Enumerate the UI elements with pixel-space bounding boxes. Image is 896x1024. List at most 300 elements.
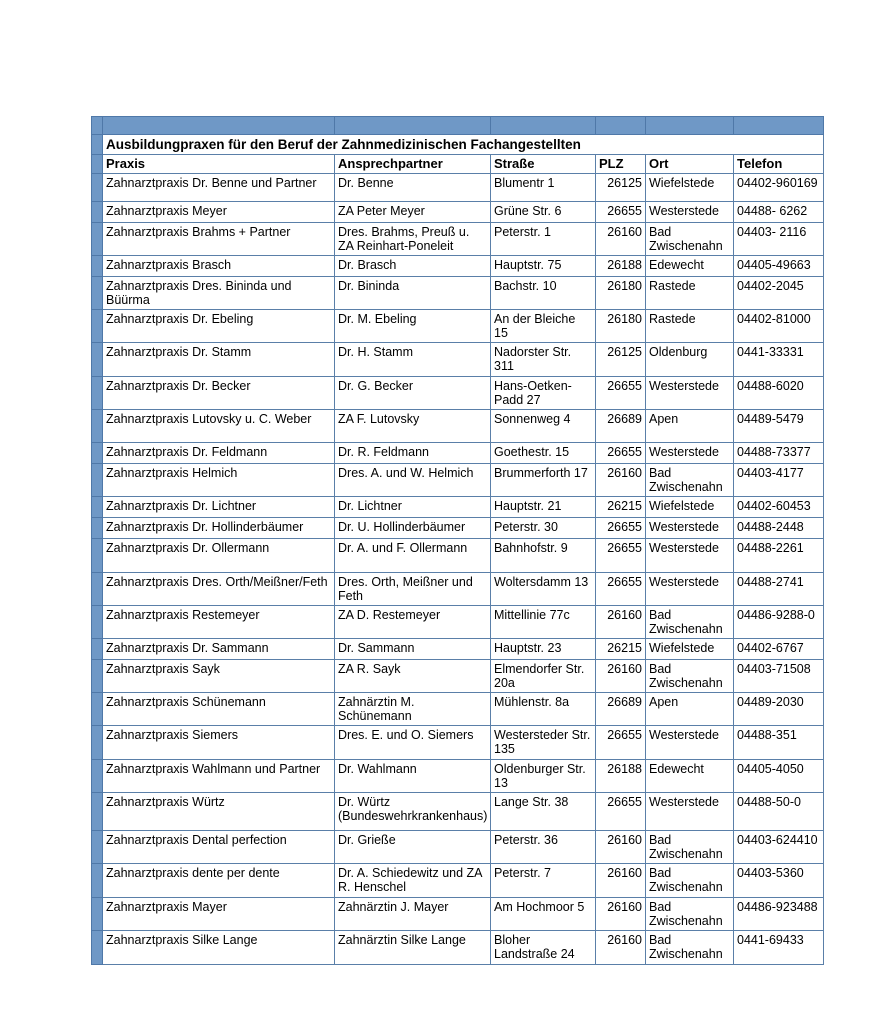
cell-text: Dr. Wahlmann bbox=[338, 762, 417, 776]
cell-ansprechpartner bbox=[335, 573, 491, 606]
header-cell bbox=[92, 117, 103, 135]
cell-text: ZA R. Sayk bbox=[338, 662, 401, 676]
cell-text: Zahnarztpraxis Mayer bbox=[106, 900, 227, 914]
cell-ansprechpartner bbox=[335, 443, 491, 464]
cell-ort bbox=[646, 606, 734, 639]
cell-plz bbox=[596, 639, 646, 660]
cell-text: Peterstr. 7 bbox=[494, 866, 551, 880]
cell-text: Bachstr. 10 bbox=[494, 279, 557, 293]
cell-strasse bbox=[491, 410, 596, 443]
cell-text: 26689 bbox=[607, 412, 642, 426]
cell-praxis bbox=[103, 660, 335, 693]
cell-text: 04402-960169 bbox=[737, 176, 818, 190]
cell-ort bbox=[646, 726, 734, 760]
cell-telefon bbox=[734, 864, 824, 898]
cell-text: Apen bbox=[649, 412, 679, 426]
cell-praxis bbox=[103, 864, 335, 898]
cell-ansprechpartner bbox=[335, 256, 491, 277]
cell-text: Rastede bbox=[649, 279, 696, 293]
cell-text: Bad Zwischenahn bbox=[649, 833, 723, 861]
cell-praxis bbox=[103, 410, 335, 443]
cell-ansprechpartner bbox=[335, 202, 491, 223]
cell-text: Dres. Orth, Meißner und Feth bbox=[338, 575, 473, 603]
row-gutter bbox=[92, 277, 103, 310]
cell-praxis bbox=[103, 310, 335, 343]
cell-telefon bbox=[734, 726, 824, 760]
spreadsheet bbox=[91, 116, 823, 965]
cell-plz bbox=[596, 202, 646, 223]
table-row bbox=[92, 606, 824, 639]
cell-text: Zahnarztpraxis Dr. Ebeling bbox=[106, 312, 254, 326]
column-label-ort: Ort bbox=[646, 155, 734, 174]
cell-ort bbox=[646, 443, 734, 464]
cell-ansprechpartner bbox=[335, 223, 491, 256]
cell-text: Wiefelstede bbox=[649, 176, 715, 190]
cell-text: Zahnarztpraxis Würtz bbox=[106, 795, 225, 809]
table-row bbox=[92, 256, 824, 277]
cell-text: Brummerforth 17 bbox=[494, 466, 588, 480]
cell-telefon bbox=[734, 573, 824, 606]
cell-text: Zahnarztpraxis Wahlmann und Partner bbox=[106, 762, 321, 776]
row-gutter bbox=[92, 831, 103, 864]
column-label-telefon: Telefon bbox=[734, 155, 824, 174]
cell-text: 04489-2030 bbox=[737, 695, 804, 709]
cell-ort bbox=[646, 573, 734, 606]
cell-strasse bbox=[491, 277, 596, 310]
cell-text: Dr. M. Ebeling bbox=[338, 312, 417, 326]
cell-ort bbox=[646, 793, 734, 831]
table-row bbox=[92, 174, 824, 202]
cell-text: Grüne Str. 6 bbox=[494, 204, 562, 218]
table-row bbox=[92, 343, 824, 377]
cell-text: Westerstede bbox=[649, 379, 719, 393]
cell-strasse bbox=[491, 174, 596, 202]
cell-text: 26655 bbox=[607, 204, 642, 218]
cell-telefon bbox=[734, 606, 824, 639]
cell-text: 26215 bbox=[607, 641, 642, 655]
cell-text: Westersteder Str. 135 bbox=[494, 728, 591, 756]
cell-text: 04486-9288-0 bbox=[737, 608, 815, 622]
cell-text: ZA F. Lutovsky bbox=[338, 412, 420, 426]
cell-praxis bbox=[103, 223, 335, 256]
cell-text: 04488-351 bbox=[737, 728, 797, 742]
cell-text: Bad Zwischenahn bbox=[649, 933, 723, 961]
cell-text: 26655 bbox=[607, 379, 642, 393]
cell-text: 04402-60453 bbox=[737, 499, 811, 513]
cell-ort bbox=[646, 639, 734, 660]
cell-text: 04402-2045 bbox=[737, 279, 804, 293]
cell-text: 04403-5360 bbox=[737, 866, 804, 880]
cell-plz bbox=[596, 518, 646, 539]
cell-ort bbox=[646, 202, 734, 223]
cell-plz bbox=[596, 256, 646, 277]
cell-ansprechpartner bbox=[335, 898, 491, 931]
cell-ort bbox=[646, 377, 734, 410]
title-row bbox=[92, 135, 824, 155]
cell-ansprechpartner bbox=[335, 310, 491, 343]
cell-telefon bbox=[734, 793, 824, 831]
cell-ort bbox=[646, 174, 734, 202]
cell-praxis bbox=[103, 277, 335, 310]
cell-text: 26655 bbox=[607, 575, 642, 589]
cell-text: Zahnarztpraxis Siemers bbox=[106, 728, 238, 742]
column-labels-row bbox=[92, 155, 824, 174]
cell-telefon bbox=[734, 256, 824, 277]
cell-strasse bbox=[491, 660, 596, 693]
cell-text: Dr. Lichtner bbox=[338, 499, 402, 513]
cell-text: 04488-2741 bbox=[737, 575, 804, 589]
cell-strasse bbox=[491, 793, 596, 831]
cell-telefon bbox=[734, 539, 824, 573]
header-cell bbox=[596, 117, 646, 135]
cell-ort bbox=[646, 410, 734, 443]
cell-text: Zahnarztpraxis Helmich bbox=[106, 466, 238, 480]
cell-strasse bbox=[491, 573, 596, 606]
cell-telefon bbox=[734, 223, 824, 256]
cell-text: Zahnarztpraxis Dental perfection bbox=[106, 833, 287, 847]
cell-plz bbox=[596, 660, 646, 693]
row-gutter bbox=[92, 660, 103, 693]
cell-praxis bbox=[103, 518, 335, 539]
cell-text: Westerstede bbox=[649, 575, 719, 589]
cell-text: Zahnarztpraxis Dr. Feldmann bbox=[106, 445, 268, 459]
row-gutter bbox=[92, 256, 103, 277]
column-label-praxis: Praxis bbox=[103, 155, 335, 174]
table-row bbox=[92, 898, 824, 931]
cell-text: Bad Zwischenahn bbox=[649, 225, 723, 253]
cell-text: 04403- 2116 bbox=[737, 225, 807, 239]
cell-text: Hauptstr. 75 bbox=[494, 258, 562, 272]
cell-text: Dr. Brasch bbox=[338, 258, 397, 272]
cell-text: Dr. Grieße bbox=[338, 833, 396, 847]
cell-telefon bbox=[734, 898, 824, 931]
cell-ort bbox=[646, 931, 734, 965]
cell-text: 26160 bbox=[607, 833, 642, 847]
cell-plz bbox=[596, 831, 646, 864]
row-gutter bbox=[92, 497, 103, 518]
cell-text: 26655 bbox=[607, 728, 642, 742]
cell-ansprechpartner bbox=[335, 539, 491, 573]
cell-ansprechpartner bbox=[335, 277, 491, 310]
table-row bbox=[92, 497, 824, 518]
cell-text: 26160 bbox=[607, 466, 642, 480]
cell-strasse bbox=[491, 343, 596, 377]
cell-plz bbox=[596, 693, 646, 726]
cell-text: Zahnarztpraxis Silke Lange bbox=[106, 933, 258, 947]
cell-praxis bbox=[103, 831, 335, 864]
cell-text: 04488-73377 bbox=[737, 445, 811, 459]
cell-text: 26655 bbox=[607, 445, 642, 459]
table-row bbox=[92, 464, 824, 497]
cell-ort bbox=[646, 760, 734, 793]
row-gutter bbox=[92, 606, 103, 639]
cell-text: 26689 bbox=[607, 695, 642, 709]
cell-telefon bbox=[734, 174, 824, 202]
cell-telefon bbox=[734, 518, 824, 539]
cell-text: Zahnarztpraxis Sayk bbox=[106, 662, 220, 676]
cell-ort bbox=[646, 693, 734, 726]
table-row bbox=[92, 539, 824, 573]
cell-strasse bbox=[491, 726, 596, 760]
cell-plz bbox=[596, 443, 646, 464]
cell-text: 04488-2261 bbox=[737, 541, 804, 555]
cell-plz bbox=[596, 464, 646, 497]
cell-strasse bbox=[491, 831, 596, 864]
row-gutter bbox=[92, 135, 103, 155]
row-gutter bbox=[92, 793, 103, 831]
cell-text: Peterstr. 1 bbox=[494, 225, 551, 239]
cell-text: Zahnarztpraxis Brahms + Partner bbox=[106, 225, 291, 239]
cell-text: Dr. Bininda bbox=[338, 279, 400, 293]
cell-praxis bbox=[103, 639, 335, 660]
table-row bbox=[92, 202, 824, 223]
cell-text: Dr. Sammann bbox=[338, 641, 415, 655]
cell-text: Am Hochmoor 5 bbox=[494, 900, 585, 914]
cell-text: Wiefelstede bbox=[649, 641, 715, 655]
row-gutter bbox=[92, 693, 103, 726]
cell-text: Bahnhofstr. 9 bbox=[494, 541, 568, 555]
cell-text: 26160 bbox=[607, 933, 642, 947]
cell-text: Westerstede bbox=[649, 541, 719, 555]
cell-plz bbox=[596, 726, 646, 760]
cell-text: Peterstr. 36 bbox=[494, 833, 558, 847]
practice-table bbox=[91, 116, 824, 965]
table-row bbox=[92, 831, 824, 864]
cell-text: 26160 bbox=[607, 866, 642, 880]
cell-text: Bad Zwischenahn bbox=[649, 466, 723, 494]
cell-strasse bbox=[491, 443, 596, 464]
cell-telefon bbox=[734, 931, 824, 965]
cell-text: 26160 bbox=[607, 900, 642, 914]
cell-text: Apen bbox=[649, 695, 679, 709]
cell-text: Blumentr 1 bbox=[494, 176, 555, 190]
cell-text: Zahnarztpraxis Dres. Orth/Meißner/Feth bbox=[106, 575, 328, 589]
cell-text: Dr. Benne bbox=[338, 176, 394, 190]
cell-ansprechpartner bbox=[335, 174, 491, 202]
cell-text: Dr. Würtz (Bundeswehrkrankenhaus) bbox=[338, 795, 487, 823]
cell-text: Zahnarztpraxis Schünemann bbox=[106, 695, 266, 709]
cell-praxis bbox=[103, 726, 335, 760]
cell-plz bbox=[596, 310, 646, 343]
cell-praxis bbox=[103, 693, 335, 726]
cell-telefon bbox=[734, 443, 824, 464]
cell-plz bbox=[596, 277, 646, 310]
cell-ansprechpartner bbox=[335, 464, 491, 497]
cell-praxis bbox=[103, 606, 335, 639]
cell-ort bbox=[646, 539, 734, 573]
cell-strasse bbox=[491, 760, 596, 793]
cell-plz bbox=[596, 760, 646, 793]
cell-strasse bbox=[491, 464, 596, 497]
table-row bbox=[92, 573, 824, 606]
cell-telefon bbox=[734, 464, 824, 497]
cell-text: Dr. R. Feldmann bbox=[338, 445, 430, 459]
cell-text: 04488-50-0 bbox=[737, 795, 801, 809]
cell-text: Bad Zwischenahn bbox=[649, 662, 723, 690]
cell-text: Oldenburger Str. 13 bbox=[494, 762, 586, 790]
cell-praxis bbox=[103, 343, 335, 377]
cell-telefon bbox=[734, 760, 824, 793]
cell-text: Dr. H. Stamm bbox=[338, 345, 414, 359]
header-cell bbox=[491, 117, 596, 135]
cell-text: Zahnarztpraxis Dr. Ollermann bbox=[106, 541, 270, 555]
cell-strasse bbox=[491, 497, 596, 518]
cell-ansprechpartner bbox=[335, 410, 491, 443]
cell-text: 04403-4177 bbox=[737, 466, 804, 480]
table-row bbox=[92, 931, 824, 965]
cell-text: Edewecht bbox=[649, 258, 704, 272]
cell-text: Westerstede bbox=[649, 445, 719, 459]
cell-text: 04402-81000 bbox=[737, 312, 811, 326]
cell-plz bbox=[596, 174, 646, 202]
cell-text: 04489-5479 bbox=[737, 412, 804, 426]
cell-telefon bbox=[734, 497, 824, 518]
cell-plz bbox=[596, 377, 646, 410]
cell-text: Wiefelstede bbox=[649, 499, 715, 513]
cell-ansprechpartner bbox=[335, 793, 491, 831]
cell-text: 0441-33331 bbox=[737, 345, 804, 359]
cell-text: 04403-71508 bbox=[737, 662, 811, 676]
cell-plz bbox=[596, 223, 646, 256]
cell-text: 04405-4050 bbox=[737, 762, 804, 776]
row-gutter bbox=[92, 539, 103, 573]
cell-text: 26160 bbox=[607, 662, 642, 676]
cell-ort bbox=[646, 518, 734, 539]
cell-text: Bad Zwischenahn bbox=[649, 866, 723, 894]
row-gutter bbox=[92, 864, 103, 898]
cell-telefon bbox=[734, 310, 824, 343]
table-title: Ausbildungpraxen für den Beruf der Zahnmedizinischen Fachangestellten bbox=[103, 135, 824, 155]
cell-praxis bbox=[103, 174, 335, 202]
cell-text: Zahnarztpraxis Meyer bbox=[106, 204, 227, 218]
cell-telefon bbox=[734, 202, 824, 223]
table-row bbox=[92, 760, 824, 793]
cell-ort bbox=[646, 660, 734, 693]
cell-ansprechpartner bbox=[335, 377, 491, 410]
table-body bbox=[92, 117, 824, 965]
cell-ort bbox=[646, 898, 734, 931]
table-row bbox=[92, 443, 824, 464]
cell-text: 04488- 6262 bbox=[737, 204, 808, 218]
cell-praxis bbox=[103, 931, 335, 965]
cell-text: 26160 bbox=[607, 225, 642, 239]
cell-praxis bbox=[103, 443, 335, 464]
cell-plz bbox=[596, 606, 646, 639]
cell-ort bbox=[646, 310, 734, 343]
cell-text: 0441-69433 bbox=[737, 933, 804, 947]
row-gutter bbox=[92, 898, 103, 931]
cell-text: Hans-Oetken-Padd 27 bbox=[494, 379, 572, 407]
row-gutter bbox=[92, 223, 103, 256]
table-row bbox=[92, 410, 824, 443]
cell-text: 26188 bbox=[607, 258, 642, 272]
cell-telefon bbox=[734, 660, 824, 693]
cell-ort bbox=[646, 223, 734, 256]
cell-ansprechpartner bbox=[335, 497, 491, 518]
cell-text: Dres. Brahms, Preuß u. ZA Reinhart-Poneleit bbox=[338, 225, 470, 253]
cell-text: 26180 bbox=[607, 279, 642, 293]
cell-ort bbox=[646, 831, 734, 864]
cell-strasse bbox=[491, 639, 596, 660]
cell-text: Oldenburg bbox=[649, 345, 708, 359]
cell-ort bbox=[646, 256, 734, 277]
cell-ort bbox=[646, 464, 734, 497]
cell-text: 26215 bbox=[607, 499, 642, 513]
cell-text: 26655 bbox=[607, 795, 642, 809]
cell-ort bbox=[646, 343, 734, 377]
cell-plz bbox=[596, 793, 646, 831]
table-row bbox=[92, 518, 824, 539]
cell-text: Mühlenstr. 8a bbox=[494, 695, 570, 709]
cell-text: Dres. E. und O. Siemers bbox=[338, 728, 474, 742]
table-row bbox=[92, 310, 824, 343]
row-gutter bbox=[92, 639, 103, 660]
cell-text: 26180 bbox=[607, 312, 642, 326]
cell-strasse bbox=[491, 693, 596, 726]
column-label-strasse: Straße bbox=[491, 155, 596, 174]
header-cell bbox=[646, 117, 734, 135]
row-gutter bbox=[92, 443, 103, 464]
cell-praxis bbox=[103, 464, 335, 497]
cell-praxis bbox=[103, 256, 335, 277]
cell-text: Hauptstr. 23 bbox=[494, 641, 562, 655]
column-label-plz: PLZ bbox=[596, 155, 646, 174]
cell-text: 04486-923488 bbox=[737, 900, 818, 914]
row-gutter bbox=[92, 518, 103, 539]
cell-text: Dr. A. Schiedewitz und ZA R. Henschel bbox=[338, 866, 482, 894]
cell-ort bbox=[646, 864, 734, 898]
cell-text: Westerstede bbox=[649, 728, 719, 742]
cell-plz bbox=[596, 410, 646, 443]
cell-telefon bbox=[734, 831, 824, 864]
cell-text: Sonnenweg 4 bbox=[494, 412, 571, 426]
header-cell bbox=[103, 117, 335, 135]
row-gutter bbox=[92, 343, 103, 377]
cell-text: Bad Zwischenahn bbox=[649, 608, 723, 636]
cell-text: 04488-6020 bbox=[737, 379, 804, 393]
cell-text: Lange Str. 38 bbox=[494, 795, 569, 809]
cell-text: ZA Peter Meyer bbox=[338, 204, 425, 218]
cell-text: Bad Zwischenahn bbox=[649, 900, 723, 928]
cell-praxis bbox=[103, 898, 335, 931]
cell-strasse bbox=[491, 202, 596, 223]
cell-text: Nadorster Str. 311 bbox=[494, 345, 572, 373]
table-row bbox=[92, 726, 824, 760]
cell-text: 26125 bbox=[607, 176, 642, 190]
cell-telefon bbox=[734, 410, 824, 443]
cell-strasse bbox=[491, 864, 596, 898]
cell-text: Woltersdamm 13 bbox=[494, 575, 589, 589]
row-gutter bbox=[92, 174, 103, 202]
row-gutter bbox=[92, 573, 103, 606]
cell-praxis bbox=[103, 539, 335, 573]
cell-telefon bbox=[734, 639, 824, 660]
cell-text: Zahnarztpraxis Dres. Bininda und Büürma bbox=[106, 279, 292, 307]
cell-text: Zahnarztpraxis Lutovsky u. C. Weber bbox=[106, 412, 312, 426]
row-gutter bbox=[92, 760, 103, 793]
cell-text: Peterstr. 30 bbox=[494, 520, 558, 534]
cell-plz bbox=[596, 343, 646, 377]
cell-praxis bbox=[103, 377, 335, 410]
cell-text: Zahnarztpraxis Dr. Sammann bbox=[106, 641, 269, 655]
table-row bbox=[92, 864, 824, 898]
cell-telefon bbox=[734, 277, 824, 310]
cell-text: 26188 bbox=[607, 762, 642, 776]
cell-text: Mittellinie 77c bbox=[494, 608, 570, 622]
cell-ansprechpartner bbox=[335, 606, 491, 639]
cell-text: ZA D. Restemeyer bbox=[338, 608, 441, 622]
cell-text: Zahnarztpraxis dente per dente bbox=[106, 866, 280, 880]
